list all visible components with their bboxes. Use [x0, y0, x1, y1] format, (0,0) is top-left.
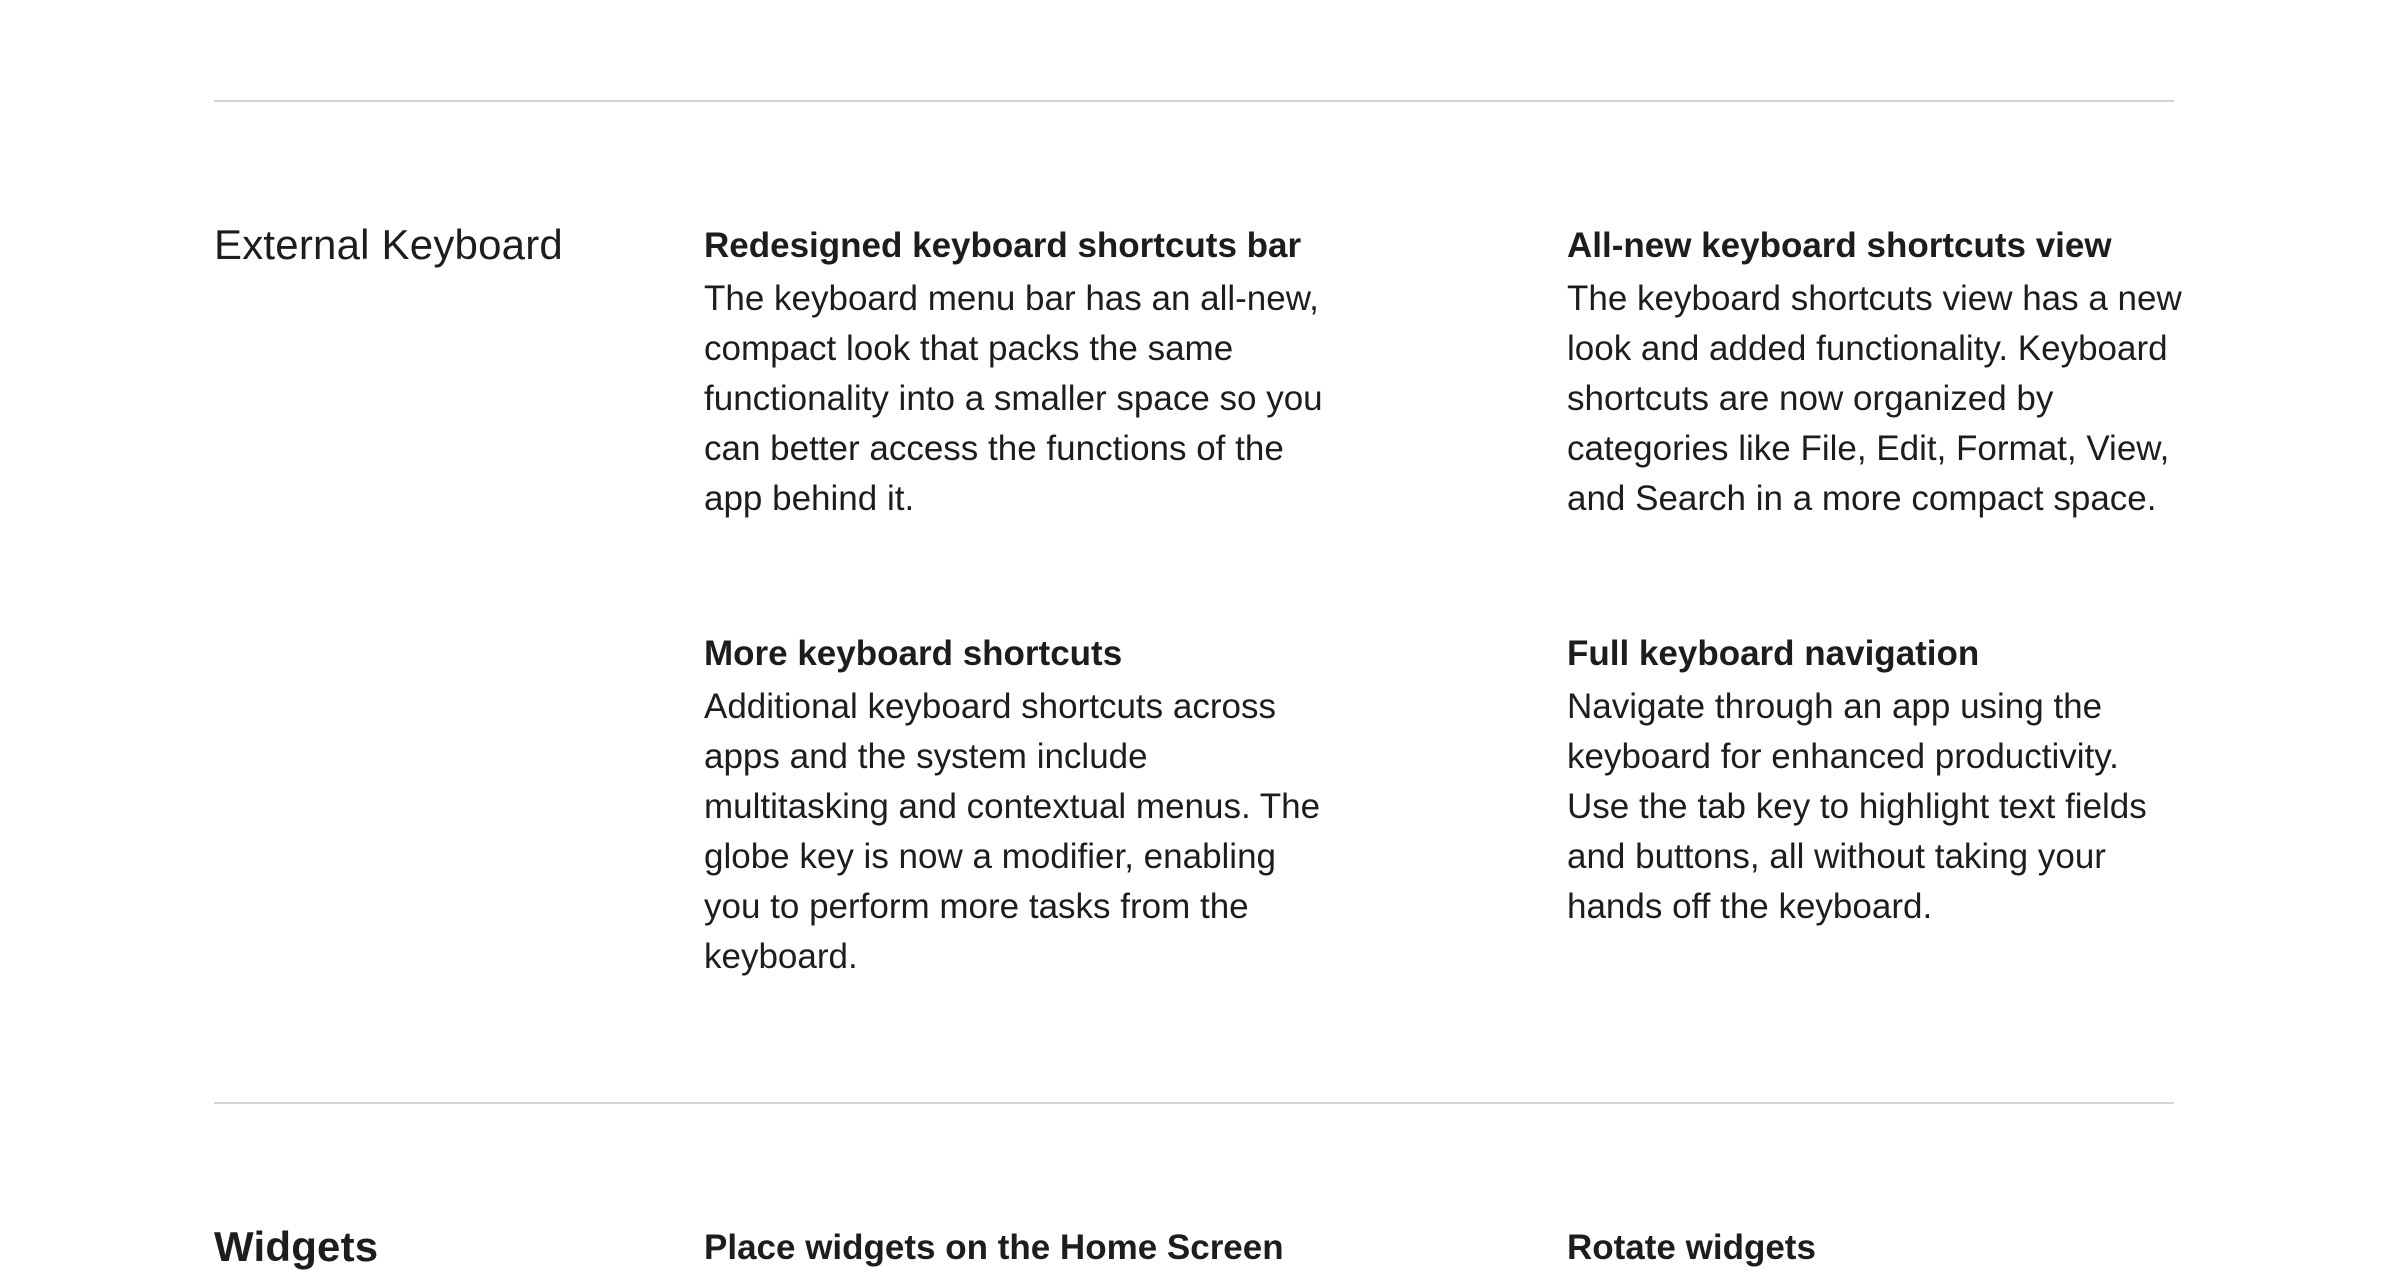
feature-more-shortcuts: [704, 630, 1324, 982]
feature-full-keyboard-navigation: [1567, 630, 2187, 932]
section-divider-top: [214, 100, 2174, 102]
feature-body: Additional keyboard shortcuts across apps and the system include multitasking and contextual menus. The globe key is now a modifier, enabling you to perform more tasks from the keyboard.: [704, 687, 1321, 976]
feature-heading: Redesigned keyboard shortcuts bar: [704, 226, 1302, 265]
feature-rotate-widgets: [1567, 1224, 2187, 1276]
feature-body: The keyboard menu bar has an all-new, compact look that packs the same functionality into a smaller space so you can better access the functions of the app behind it.: [704, 279, 1323, 518]
feature-body: The keyboard shortcuts view has a new look and added functionality. Keyboard shortcuts are now organized by categories like File, Edit, Format, View, and Search in a more compact space.: [1567, 279, 2182, 518]
section-divider: [214, 1102, 2174, 1104]
feature-redesigned-shortcuts-bar: [704, 222, 1324, 524]
feature-place-widgets: [704, 1224, 1324, 1276]
feature-shortcuts-view: [1567, 222, 2187, 524]
feature-heading: Rotate widgets: [1567, 1228, 1816, 1267]
feature-body: Navigate through an app using the keyboard for enhanced productivity. Use the tab key to highlight text fields and buttons, all without taking your hands off the keyboard.: [1567, 687, 2147, 926]
feature-heading: Full keyboard navigation: [1567, 634, 1980, 673]
section-title: Widgets: [214, 1223, 379, 1270]
feature-heading: Place widgets on the Home Screen: [704, 1228, 1284, 1267]
feature-heading: More keyboard shortcuts: [704, 634, 1123, 673]
feature-heading: All-new keyboard shortcuts view: [1567, 226, 2112, 265]
section-title: External Keyboard: [214, 221, 563, 268]
